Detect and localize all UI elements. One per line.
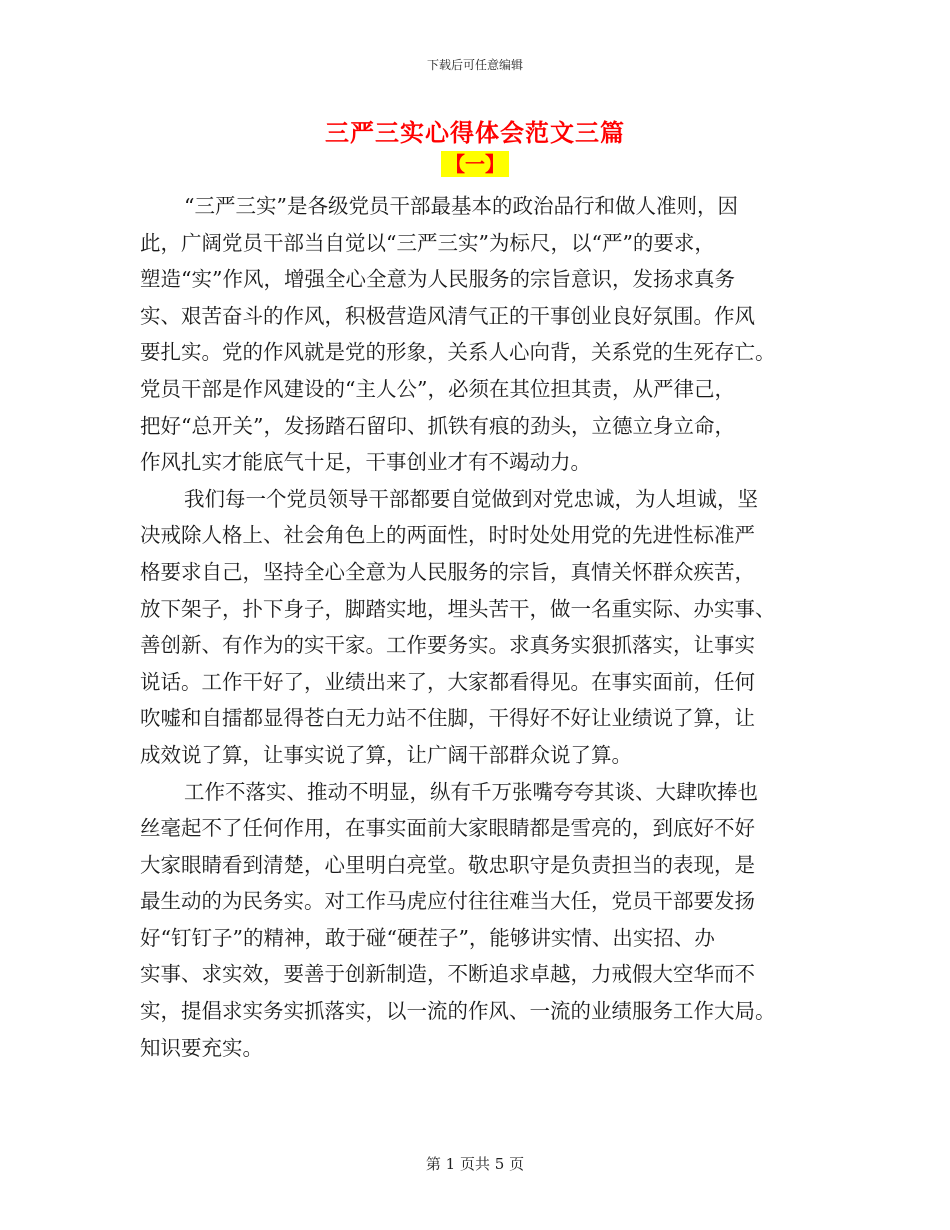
header-note: 下载后可任意编辑 [426,58,523,72]
body-line: 最生动的为民务实。对工作马虎应付往往难当大任，党员干部要发扬 [140,889,755,914]
body-line: 善创新、有作为的实干家。工作要务实。求真务实狠抓落实，让事实 [140,633,755,658]
body-line: 吹嘘和自擂都显得苍白无力站不住脚，干得好不好让业绩说了算，让 [140,706,755,731]
page-footer: 第 1 页共 5 页 [425,1155,525,1173]
body-line: 知识要充实。 [140,1035,263,1060]
document-title: 三严三实心得体会范文三篇 [325,119,625,147]
body-line: 实，提倡求实务实抓落实，以一流的作风、一流的业绩服务工作大局。 [140,999,776,1024]
body-line: 说话。工作干好了，业绩出来了，大家都看得见。在事实面前，任何 [140,669,755,694]
body-line: 工作不落实、推动不明显，纵有千万张嘴夸夸其谈、大肆吹捧也 [184,779,758,804]
body-line: 要扎实。党的作风就是党的形象，关系人心向背，关系党的生死存亡。 [140,340,776,365]
body-text [140,188,815,1066]
body-line: 放下架子，扑下身子，脚踏实地，埋头苦干，做一名重实际、办实事、 [140,596,776,621]
body-line: 决戒除人格上、社会角色上的两面性，时时处处用党的先进性标准严 [140,523,755,548]
section-label: 【一】 [441,151,509,177]
body-line: 大家眼睛看到清楚，心里明白亮堂。敬忠职守是负责担当的表现，是 [140,852,755,877]
body-line: “三严三实”是各级党员干部最基本的政治品行和做人准则，因 [184,194,738,218]
body-line: 塑造“实”作风，增强全心全意为人民服务的宗旨意识，发扬求真务 [140,267,735,292]
body-line: 好“钉钉子”的精神，敢于碰“硬茬子”，能够讲实情、出实招、办 [140,925,715,950]
body-line: 成效说了算，让事实说了算，让广阔干部群众说了算。 [140,742,632,767]
body-line: 此，广阔党员干部当自觉以“三严三实”为标尺，以“严”的要求， [140,230,715,255]
body-line: 丝毫起不了任何作用，在事实面前大家眼睛都是雪亮的，到底好不好 [140,816,755,841]
body-line: 党员干部是作风建设的“主人公”，必须在其位担其责，从严律己， [140,376,735,401]
body-line: 实、艰苦奋斗的作风，积极营造风清气正的干事创业良好氛围。作风 [140,303,755,328]
body-line: 作风扎实才能底气十足，干事创业才有不竭动力。 [140,450,591,475]
body-line: 把好“总开关”，发扬踏石留印、抓铁有痕的劲头，立德立身立命， [140,413,735,438]
body-line: 实事、求实效，要善于创新制造，不断追求卓越，力戒假大空华而不 [140,962,755,987]
body-line: 格要求自己，坚持全心全意为人民服务的宗旨，真情关怀群众疾苦， [140,559,755,584]
body-line: 我们每一个党员领导干部都要自觉做到对党忠诚，为人坦诚，坚 [184,486,758,511]
section-label-wrapper [0,151,950,177]
